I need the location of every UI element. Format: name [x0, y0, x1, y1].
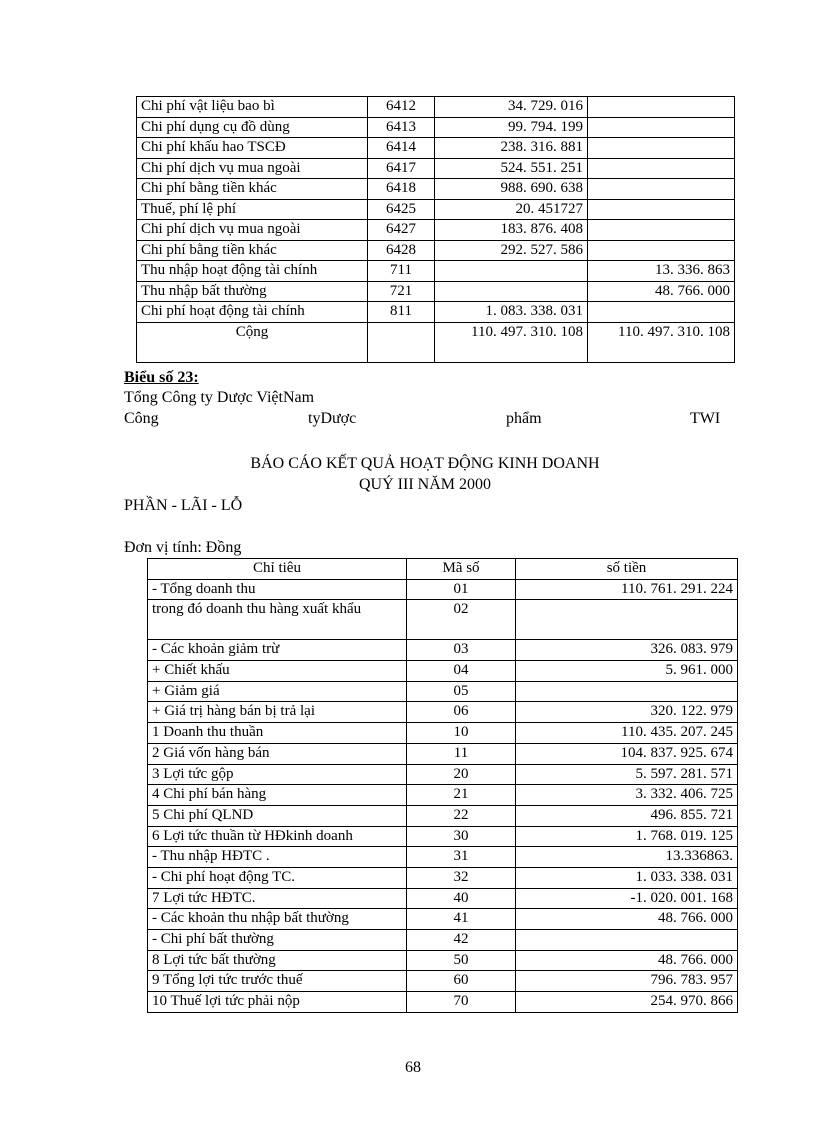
- indicator-name: + Giá trị hàng bán bị trả lại: [148, 702, 407, 723]
- table-row: [148, 867, 738, 888]
- indicator-amount: 5. 961. 000: [516, 661, 738, 682]
- header-code: Mã số: [407, 559, 516, 580]
- indicator-amount: [516, 681, 738, 702]
- account-name: Chi phí dịch vụ mua ngoài: [137, 220, 368, 241]
- indicator-name: - Chi phí bất thường: [148, 930, 407, 951]
- indicator-name: 9 Tổng lợi tức trước thuế: [148, 971, 407, 992]
- company-word-1: Công: [124, 410, 159, 427]
- indicator-amount: 110. 761. 291. 224: [516, 579, 738, 600]
- indicator-amount: 48. 766. 000: [516, 909, 738, 930]
- account-name: Thu nhập bất thường: [137, 281, 368, 302]
- table-row: [137, 138, 735, 159]
- table-row: [137, 97, 735, 118]
- credit-amount: [588, 199, 735, 220]
- indicator-name: - Tổng doanh thu: [148, 579, 407, 600]
- debit-amount: [435, 261, 588, 282]
- company-word-2: tyDược: [308, 410, 357, 427]
- table-row: [148, 681, 738, 702]
- indicator-name: 6 Lợi tức thuần từ HĐkinh doanh: [148, 826, 407, 847]
- table-row: [137, 117, 735, 138]
- bieu-so-label: Biểu số 23:: [124, 369, 199, 386]
- report-period: QUÝ III NĂM 2000: [359, 476, 491, 493]
- credit-amount: [588, 138, 735, 159]
- indicator-amount: 48. 766. 000: [516, 950, 738, 971]
- total-label: Cộng: [137, 322, 368, 362]
- account-name: Chi phí khấu hao TSCĐ: [137, 138, 368, 159]
- indicator-name: - Thu nhập HĐTC .: [148, 847, 407, 868]
- credit-amount: [588, 220, 735, 241]
- header-amount: số tiền: [516, 559, 738, 580]
- account-code: 711: [368, 261, 435, 282]
- indicator-code: 02: [407, 600, 516, 640]
- table-row: [148, 971, 738, 992]
- indicator-code: 10: [407, 723, 516, 744]
- indicator-code: 50: [407, 950, 516, 971]
- table-row: [137, 261, 735, 282]
- account-name: Chi phí hoạt động tài chính: [137, 302, 368, 323]
- indicator-name: 1 Doanh thu thuần: [148, 723, 407, 744]
- debit-amount: [435, 281, 588, 302]
- account-code: 6418: [368, 179, 435, 200]
- total-credit: 110. 497. 310. 108: [588, 322, 735, 362]
- account-code: 6427: [368, 220, 435, 241]
- account-name: Thu nhập hoạt động tài chính: [137, 261, 368, 282]
- table-row: [148, 909, 738, 930]
- indicator-amount: 110. 435. 207. 245: [516, 723, 738, 744]
- indicator-name: 4 Chi phí bán hàng: [148, 785, 407, 806]
- indicator-code: 31: [407, 847, 516, 868]
- indicator-amount: -1. 020. 001. 168: [516, 888, 738, 909]
- table-row: [137, 240, 735, 261]
- account-name: Chi phí vật liệu bao bì: [137, 97, 368, 118]
- debit-amount: 988. 690. 638: [435, 179, 588, 200]
- debit-amount: 99. 794. 199: [435, 117, 588, 138]
- ledger-table: [136, 96, 735, 363]
- table-row: [137, 158, 735, 179]
- indicator-amount: 104. 837. 925. 674: [516, 743, 738, 764]
- credit-amount: [588, 179, 735, 200]
- unit-label: Đơn vị tính: Đồng: [124, 539, 242, 556]
- debit-amount: 292. 527. 586: [435, 240, 588, 261]
- table-row: [148, 992, 738, 1013]
- indicator-amount: 496. 855. 721: [516, 805, 738, 826]
- indicator-name: 10 Thuế lợi tức phải nộp: [148, 992, 407, 1013]
- table-row: [148, 640, 738, 661]
- indicator-code: 11: [407, 743, 516, 764]
- table-row: [148, 930, 738, 951]
- account-name: Thuế, phí lệ phí: [137, 199, 368, 220]
- debit-amount: 524. 551. 251: [435, 158, 588, 179]
- credit-amount: [588, 97, 735, 118]
- indicator-code: 01: [407, 579, 516, 600]
- table-row: [148, 579, 738, 600]
- debit-amount: 1. 083. 338. 031: [435, 302, 588, 323]
- indicator-code: 32: [407, 867, 516, 888]
- table-row: [148, 702, 738, 723]
- account-code: 6414: [368, 138, 435, 159]
- table-row: [148, 888, 738, 909]
- account-code: 721: [368, 281, 435, 302]
- table-row: [148, 661, 738, 682]
- total-row: [137, 322, 735, 362]
- indicator-amount: 1. 033. 338. 031: [516, 867, 738, 888]
- indicator-name: 5 Chi phí QLND: [148, 805, 407, 826]
- credit-amount: [588, 117, 735, 138]
- table-row: [137, 179, 735, 200]
- debit-amount: 183. 876. 408: [435, 220, 588, 241]
- indicator-amount: 326. 083. 979: [516, 640, 738, 661]
- indicator-name: - Chi phí hoạt động TC.: [148, 867, 407, 888]
- account-code: 6412: [368, 97, 435, 118]
- indicator-code: 21: [407, 785, 516, 806]
- indicator-code: 05: [407, 681, 516, 702]
- indicator-amount: 796. 783. 957: [516, 971, 738, 992]
- indicator-code: 60: [407, 971, 516, 992]
- parent-company: Tổng Công ty Dược ViệtNam: [124, 389, 315, 406]
- account-code: 6425: [368, 199, 435, 220]
- indicator-amount: 1. 768. 019. 125: [516, 826, 738, 847]
- table-row: [137, 281, 735, 302]
- indicator-code: 30: [407, 826, 516, 847]
- debit-amount: 34. 729. 016: [435, 97, 588, 118]
- indicator-name: 8 Lợi tức bất thường: [148, 950, 407, 971]
- table-row: [137, 302, 735, 323]
- indicator-code: 06: [407, 702, 516, 723]
- company-word-3: phẩm: [506, 410, 542, 427]
- indicator-code: 03: [407, 640, 516, 661]
- account-name: Chi phí bằng tiền khác: [137, 179, 368, 200]
- table-row: [148, 600, 738, 640]
- table-row: [148, 743, 738, 764]
- account-name: Chi phí dịch vụ mua ngoài: [137, 158, 368, 179]
- indicator-code: 20: [407, 764, 516, 785]
- credit-amount: [588, 158, 735, 179]
- indicator-amount: [516, 930, 738, 951]
- indicator-code: 04: [407, 661, 516, 682]
- table-row: [148, 764, 738, 785]
- indicator-amount: 3. 332. 406. 725: [516, 785, 738, 806]
- account-code: 811: [368, 302, 435, 323]
- indicator-amount: 13.336863.: [516, 847, 738, 868]
- report-title: BÁO CÁO KẾT QUẢ HOẠT ĐỘNG KINH DOANH: [250, 455, 600, 472]
- page-number: 68: [405, 1059, 421, 1076]
- indicator-name: - Các khoản thu nhập bất thường: [148, 909, 407, 930]
- account-code: 6428: [368, 240, 435, 261]
- account-code: 6413: [368, 117, 435, 138]
- indicator-amount: 5. 597. 281. 571: [516, 764, 738, 785]
- table-row: [148, 826, 738, 847]
- account-name: Chi phí dụng cụ đồ dùng: [137, 117, 368, 138]
- table-row: [148, 723, 738, 744]
- indicator-amount: [516, 600, 738, 640]
- table-row: [148, 785, 738, 806]
- indicator-amount: 320. 122. 979: [516, 702, 738, 723]
- indicator-name: 2 Giá vốn hàng bán: [148, 743, 407, 764]
- credit-amount: [588, 240, 735, 261]
- section-title: PHẦN - LÃI - LỖ: [124, 497, 243, 514]
- header-indicator: Chỉ tiêu: [148, 559, 407, 580]
- indicator-name: - Các khoản giảm trừ: [148, 640, 407, 661]
- indicator-code: 42: [407, 930, 516, 951]
- table-row: [137, 199, 735, 220]
- indicator-name: 3 Lợi tức gộp: [148, 764, 407, 785]
- total-debit: 110. 497. 310. 108: [435, 322, 588, 362]
- table-row: [137, 220, 735, 241]
- account-name: Chi phí bằng tiền khác: [137, 240, 368, 261]
- company-word-4: TWI: [690, 410, 721, 427]
- credit-amount: 48. 766. 000: [588, 281, 735, 302]
- credit-amount: 13. 336. 863: [588, 261, 735, 282]
- debit-amount: 20. 451727: [435, 199, 588, 220]
- table-row: [148, 847, 738, 868]
- indicator-code: 40: [407, 888, 516, 909]
- indicator-name: 7 Lợi tức HĐTC.: [148, 888, 407, 909]
- indicator-code: 70: [407, 992, 516, 1013]
- table-row: [148, 950, 738, 971]
- indicator-code: 22: [407, 805, 516, 826]
- credit-amount: [588, 302, 735, 323]
- indicator-amount: 254. 970. 866: [516, 992, 738, 1013]
- table-row: [148, 805, 738, 826]
- indicator-name: trong đó doanh thu hàng xuất khẩu: [148, 600, 407, 640]
- table-header-row: [148, 559, 738, 580]
- account-code: 6417: [368, 158, 435, 179]
- indicator-name: + Chiết khấu: [148, 661, 407, 682]
- indicator-code: 41: [407, 909, 516, 930]
- total-code: [368, 322, 435, 362]
- income-statement-table: [147, 558, 738, 1013]
- debit-amount: 238. 316. 881: [435, 138, 588, 159]
- indicator-name: + Giảm giá: [148, 681, 407, 702]
